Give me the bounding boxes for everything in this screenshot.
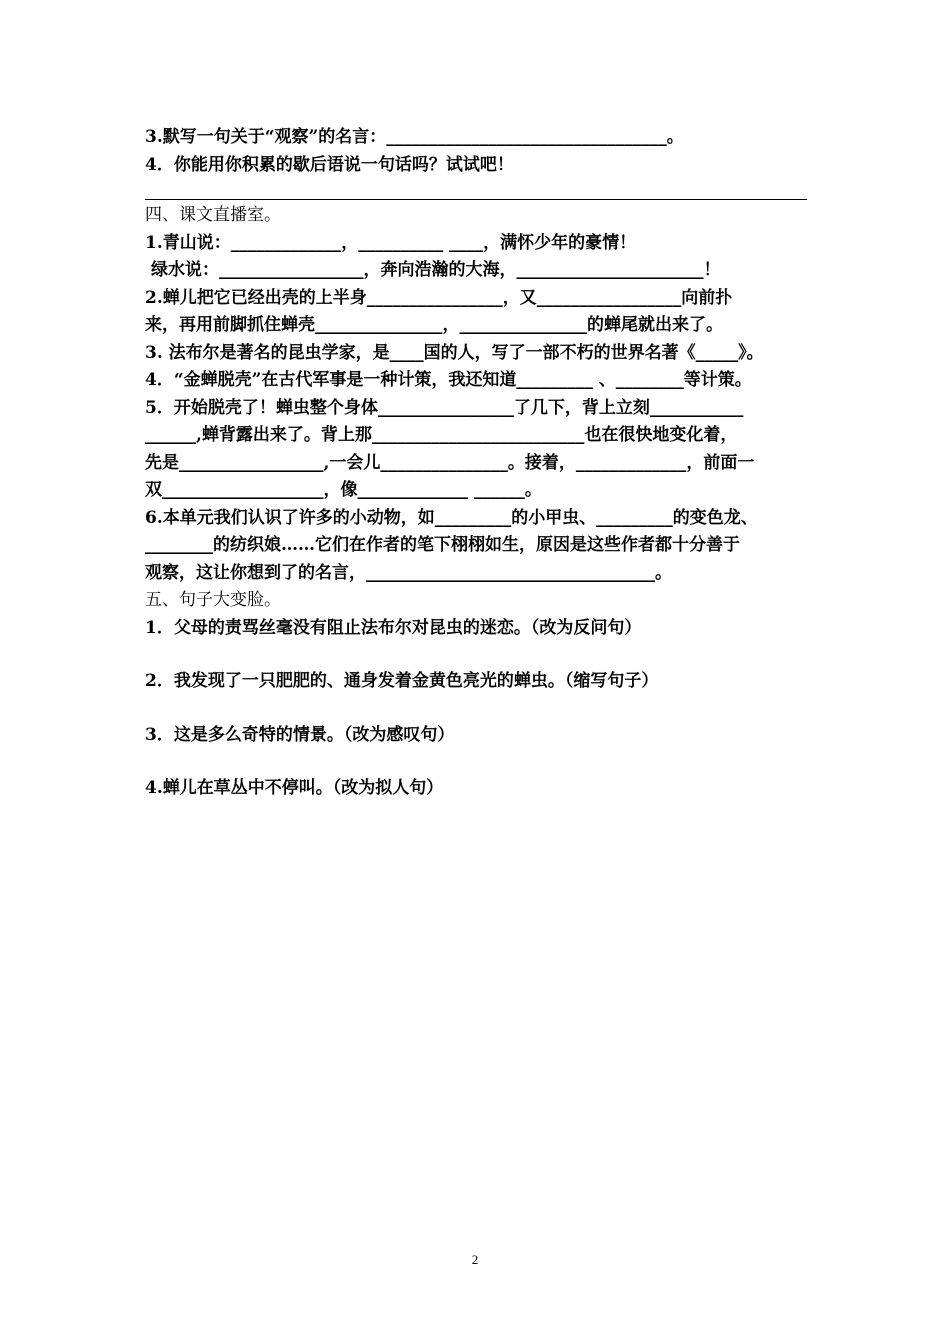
- sentence-task-exclamation: 3．这是多么奇特的情景。（改为感叹句）: [145, 724, 455, 745]
- question-cicada-molt-1: 2.蝉儿把它已经出壳的上半身________________，又_________________向前扑: [145, 287, 733, 308]
- question-xiehouyu: 4．你能用你积累的歇后语说一句话吗？试试吧！: [145, 154, 514, 175]
- sentence-task-shorten: 2．我发现了一只肥肥的、通身发着金黄色亮光的蝉虫。（缩写句子）: [145, 671, 659, 691]
- answer-space[interactable]: [145, 696, 815, 722]
- answer-space[interactable]: [145, 642, 815, 668]
- answer-space[interactable]: [145, 749, 815, 775]
- question-cicada-molt-2: 来，再用前脚抓住蝉壳_______________，_______________的蝉尾就出来了。: [145, 315, 723, 335]
- question-observation-quote: 3.默写一句关于“观察”的名言：_________________________________。: [145, 127, 684, 147]
- question-animals-1: 6.本单元我们认识了许多的小动物，如_________的小甲虫、_________的变色龙、: [145, 507, 758, 528]
- question-animals-3: 观察，这让你想到了的名言，__________________________________。: [145, 562, 672, 583]
- sentence-task-personification: 4.蝉儿在草丛中不停叫。（改为拟人句）: [145, 778, 444, 798]
- question-lvshui: 绿水说：_________________，奔向浩瀚的大海，______________________！: [151, 260, 721, 280]
- question-fabre: 3. 法布尔是著名的昆虫学家，是____国的人，写了一部不朽的世界名著《_____》。: [145, 342, 764, 363]
- question-animals-2: ________的纺织娘……它们在作者的笔下栩栩如生，原因是这些作者都十分善于: [145, 535, 740, 555]
- question-strategy: 4．“金蝉脱壳”在古代军事是一种计策，我还知道_________ 、________等计策。: [145, 370, 752, 390]
- question-qingshan: 1.青山说：_____________，__________ ____，满怀少年的豪情！: [145, 232, 637, 253]
- answer-line[interactable]: [145, 179, 807, 200]
- question-molting-2: ______,蝉背露出来了。背上那_________________________也在很快地变化着，: [145, 425, 738, 445]
- question-molting-1: 5．开始脱壳了！蝉虫整个身体________________了几下，背上立刻___________: [145, 397, 744, 418]
- question-molting-4: 双___________________，像_____________ ______。: [145, 480, 542, 500]
- question-molting-3: 先是_________________,一会儿_______________。接着，_____________，前面一: [145, 452, 755, 473]
- sentence-task-rhetorical: 1．父母的责骂丝毫没有阻止法布尔对昆虫的迷恋。（改为反问句）: [145, 617, 642, 638]
- section-heading-text-broadcast: 四、课文直播室。: [145, 205, 281, 225]
- worksheet-content: [145, 124, 815, 803]
- section-heading-sentence-change: 五、句子大变脸。: [145, 590, 281, 610]
- page-number: 2: [471, 1252, 479, 1267]
